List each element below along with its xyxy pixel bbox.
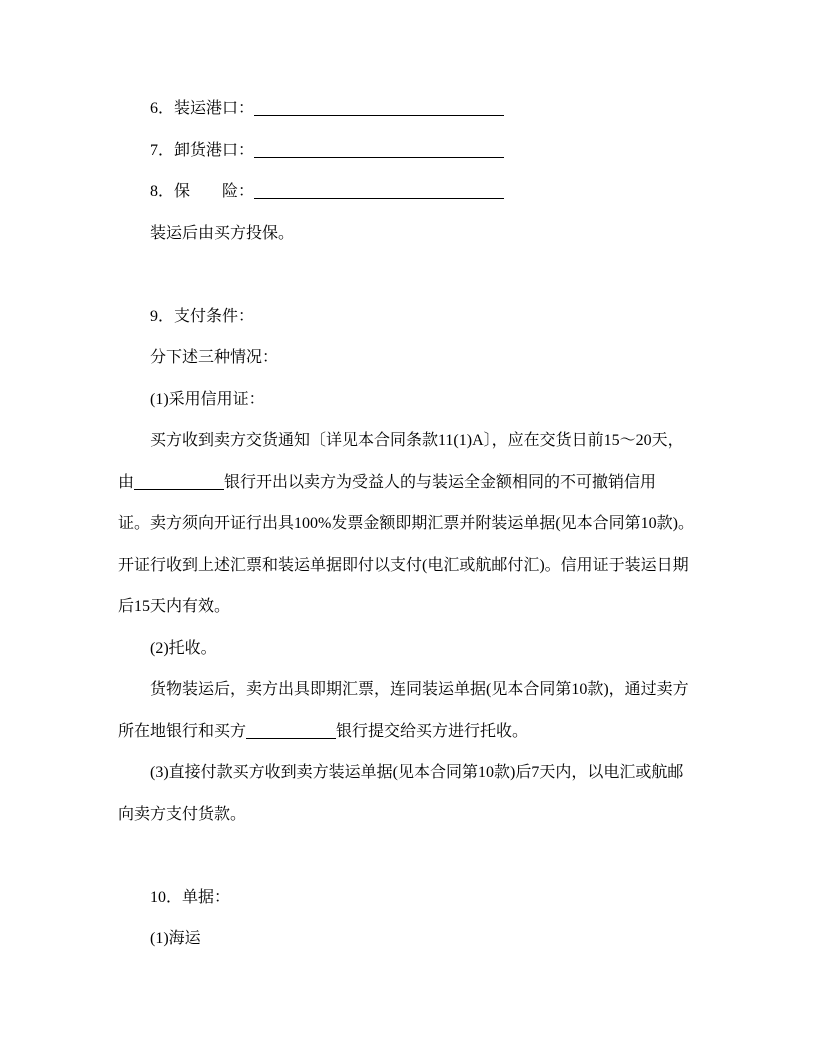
discharge-port-fill-in-blank (254, 143, 504, 158)
buyer-bank-fill-in-blank (246, 724, 336, 739)
shipping-port-label: 6．装运港口： (150, 100, 255, 117)
heading-documents: 10．单据： (150, 888, 231, 906)
line-direct-payment-continued: 向卖方支付货款。 (118, 805, 247, 823)
shipping-port-fill-in-blank (254, 101, 504, 116)
subheading-ocean-shipping: (1)海运 (150, 930, 201, 947)
line-lc-paragraph-5: 后15天内有效。 (118, 598, 231, 615)
line-lc-paragraph-1: 买方收到卖方交货通知〔详见本合同条款11(1)A〕，应在交货日前15～20天， (150, 432, 684, 449)
heading-payment-terms: 9．支付条件： (150, 307, 255, 325)
line-discharge-port (118, 130, 706, 172)
insurance-fill-in-blank (254, 184, 504, 199)
issuing-bank-fill-in-blank (134, 475, 224, 490)
lc-bank-post-text: 银行开出以卖方为受益人的与装运全金额相同的不可撤销信用 (224, 473, 657, 491)
discharge-port-label: 7．卸货港口： (150, 141, 255, 159)
empty-line (118, 254, 706, 296)
subheading-letter-of-credit: (1)采用信用证： (150, 390, 265, 408)
line-lc-paragraph-3: 证。卖方须向开证行出具100%发票金额即期汇票并附装运单据(见本合同第10款)。 (118, 515, 694, 532)
line-three-cases: 分下述三种情况： (150, 349, 279, 366)
line-collection-paragraph-2 (118, 711, 706, 753)
collection-bank-pre-text: 所在地银行和买方 (118, 722, 247, 740)
line-lc-paragraph-4: 开证行收到上述汇票和装运单据即付以支付(电汇或航邮付汇)。信用证于装运日期 (118, 556, 689, 574)
collection-bank-post-text: 银行提交给买方进行托收。 (336, 722, 529, 740)
line-lc-paragraph-2 (118, 462, 706, 504)
line-insurance (118, 171, 706, 213)
insurance-label: 8．保 险： (150, 183, 255, 200)
line-collection-paragraph-1: 货物装运后，卖方出具即期汇票，连同装运单据(见本合同第10款)，通过卖方 (150, 681, 689, 698)
subheading-collection: (2)托收。 (150, 639, 217, 657)
empty-line (118, 835, 706, 877)
line-shipping-port (118, 88, 706, 130)
lc-bank-pre-text: 由 (118, 473, 135, 491)
subheading-direct-payment: (3)直接付款买方收到卖方装运单据(见本合同第10款)后7天内，以电汇或航邮 (150, 764, 684, 781)
line-insured-by-buyer: 装运后由买方投保。 (150, 224, 295, 242)
